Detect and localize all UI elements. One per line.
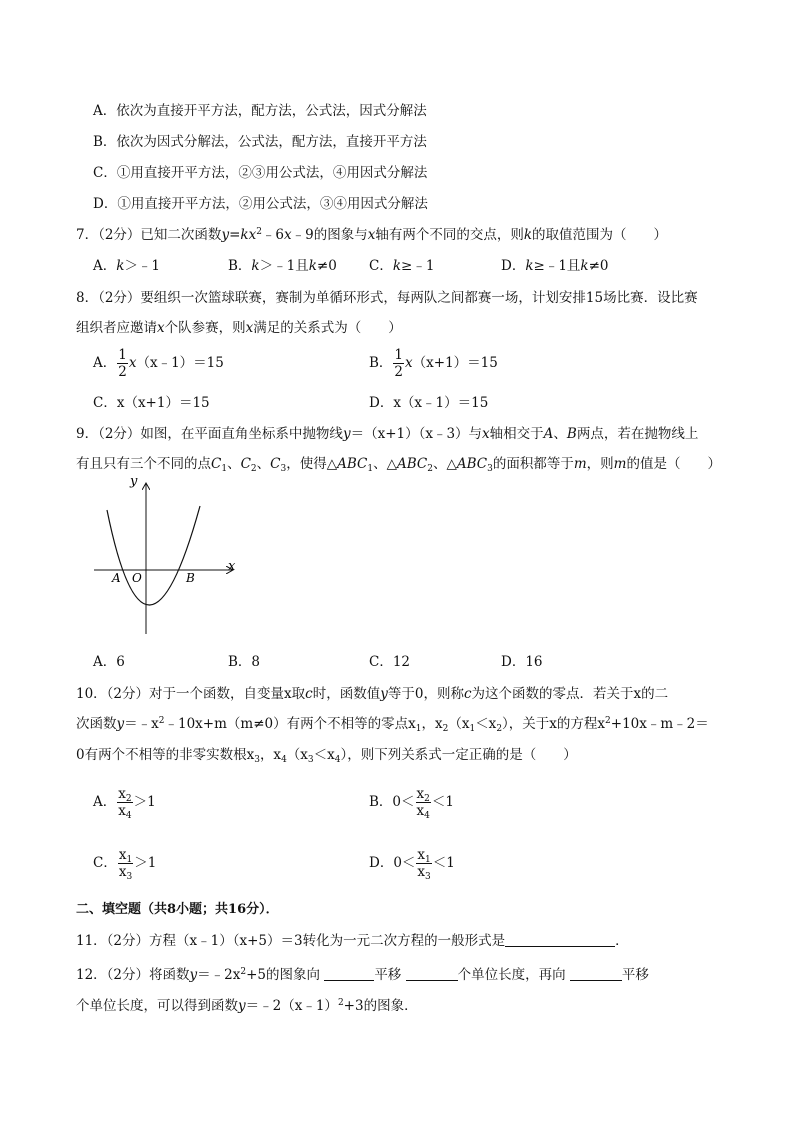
q10-stem-line2: 次函数$y=﹣x^2﹣10x+m(m\ne 0)$有两个不相等的零点$x_1$，$x_2(x_1<x_2)$，关于x的方程$x^2+10x﹣m﹣2=$ [76, 716, 709, 734]
q9-option-d: D．16 [501, 654, 543, 670]
q11-stem: 11．（2分）方程（x﹣1）（x+5）＝3转化为一元二次方程的一般形式是 ． [76, 933, 629, 949]
q8-option-d: D．x（x﹣1）＝15 [369, 395, 489, 411]
q6-option-c: C．①用直接开平方法，②③用公式法，④用因式分解法 [93, 165, 428, 181]
q9-option-b: B．8 [228, 654, 261, 670]
q7-option-c: C．k≥﹣1 [369, 258, 435, 274]
q9-parabola-graph [90, 474, 250, 644]
q10-stem-line3: 0有两个不相等的非零实数根$x_3$，$x_4(x_3<x_4)$，则下列关系式一定正确的是（ ） [76, 747, 577, 765]
graph-label-o: O [132, 571, 142, 585]
q12-blank-direction-1[interactable] [324, 966, 374, 981]
q6-option-a: A．依次为直接开平方法，配方法，公式法，因式分解法 [93, 103, 427, 119]
q10-stem-line1: 10．（2分）对于一个函数，自变量x取c时，函数值y等于0，则称c为这个函数的零点．若关于x的二 [76, 686, 669, 702]
q11-answer-blank[interactable] [505, 932, 615, 947]
q10-option-a: A． $\frac{x_2}{x_4}$ ＞1 [93, 786, 156, 821]
q8-option-a: A． $\frac{1}{2}$ x（x﹣1）＝15 [93, 347, 224, 380]
q12-blank-direction-2[interactable] [570, 966, 622, 981]
q12-blank-distance-1[interactable] [406, 966, 458, 981]
section-heading-fill-in: 二、填空题（共8小题；共16分）． [76, 902, 279, 917]
graph-label-y: y [130, 474, 138, 489]
graph-label-x: x [228, 559, 236, 574]
q8-option-b: B． $\frac{1}{2}$ x（x+1）＝15 [369, 347, 498, 380]
q7-option-a: A．k＞﹣1 [93, 258, 161, 274]
q9-option-a: A．6 [93, 654, 125, 670]
q8-stem-line2: 组织者应邀请x个队参赛，则x满足的关系式为（ ） [76, 320, 402, 336]
q6-option-d: D．①用直接开平方法，②用公式法，③④用因式分解法 [93, 196, 428, 212]
graph-label-a: A [112, 571, 121, 585]
q6-option-b: B．依次为因式分解法，公式法，配方法，直接开平方法 [93, 134, 427, 150]
q9-stem-line2: 有且只有三个不同的点$C_1$、$C_2$、$C_3$，使得$\triangle ABC_1$、$\triangle ABC_2$、$\triangle ABC_3$的面积都等于m，则m的值是（ ） [76, 456, 721, 474]
q12-stem-line2: 个单位长度，可以得到函数y＝﹣2（x﹣1）$^2$+3的图象． [76, 998, 418, 1014]
q9-option-c: C．12 [369, 654, 411, 670]
q7-option-d: D．k≥﹣1且k≠0 [501, 258, 609, 274]
q10-option-c: C． $\frac{x_1}{x_3}$ ＞1 [93, 847, 157, 882]
q10-option-b: B．0＜ $\frac{x_2}{x_4}$ ＜1 [369, 786, 454, 821]
q10-option-d: D．0＜ $\frac{x_1}{x_3}$ ＜1 [369, 847, 455, 882]
graph-label-b: B [186, 571, 195, 585]
q7-option-b: B．k＞﹣1且k≠0 [228, 258, 337, 274]
q8-stem-line1: 8．（2分）要组织一次篮球联赛，赛制为单循环形式，每两队之间都赛一场，计划安排15场比赛．设比赛 [76, 290, 698, 306]
q8-option-c: C．x（x+1）＝15 [93, 395, 210, 411]
q12-stem-line1: 12．（2分）将函数$y=﹣2x^2+5$的图象向 平移 个单位长度，再向 平移 [76, 967, 649, 983]
q7-stem: 7．（2分）已知二次函数$y=kx^2﹣6x﹣9$的图象与x轴有两个不同的交点，则k的取值范围为（ ） [76, 227, 668, 243]
q9-stem-line1: 9．（2分）如图，在平面直角坐标系中抛物线y＝（x+1）（x﹣3）与x轴相交于A、B两点，若在抛物线上 [76, 426, 699, 442]
parabola-curve [107, 506, 200, 605]
